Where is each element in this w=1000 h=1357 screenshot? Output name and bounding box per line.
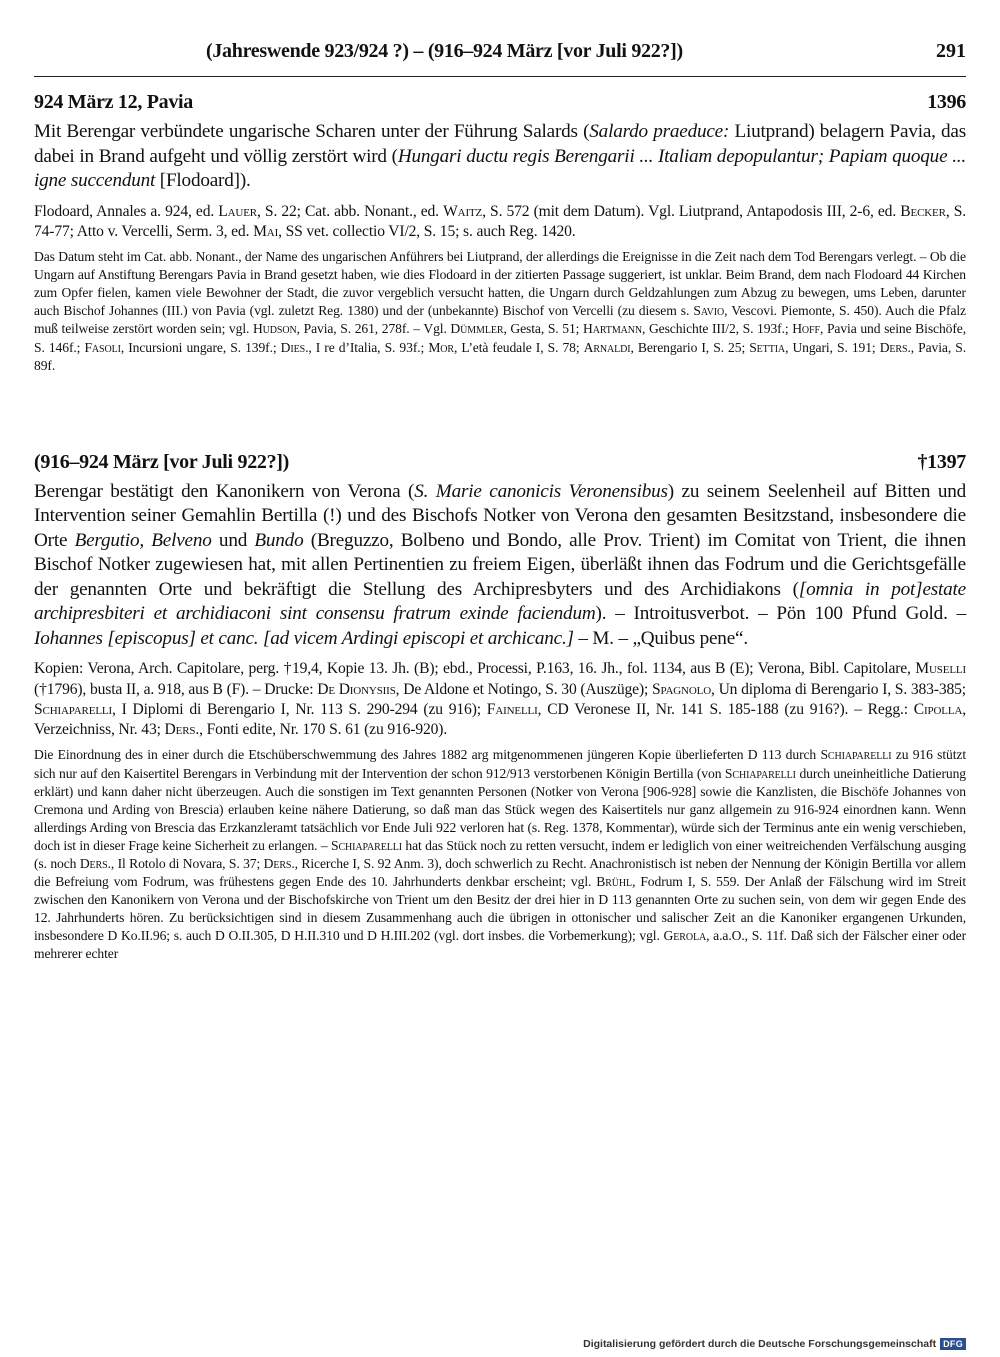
entry-commentary (34, 746, 966, 963)
smallcaps-run: Hartmann (583, 321, 642, 337)
text-run: , I Diplomi di Berengario I, Nr. 113 S. 290-294 (zu 916); (111, 700, 487, 718)
smallcaps-run: Schiaparelli (331, 837, 402, 853)
smallcaps-run: Becker (900, 202, 946, 220)
entry-date-place: (916–924 März [vor Juli 922?]) (34, 450, 290, 473)
smallcaps-run: Cipolla (913, 700, 963, 718)
smallcaps-run: Schiaparelli (724, 765, 796, 781)
smallcaps-run: Dies (280, 339, 306, 355)
text-run: hat das Stück noch zu retten versucht, indem er lediglich von einer weitreichenden Verfälschung ausging (s. noch (34, 837, 967, 871)
running-head (34, 30, 966, 77)
text-run: , Incursioni ungare, S. 139f.; (120, 339, 281, 355)
text-run: , CD Veronese II, Nr. 141 S. 185-188 (zu 916?). – Regg.: (537, 700, 914, 718)
text-run: – M. – „Quibus pene“. (573, 627, 748, 649)
smallcaps-run: Arnaldi (583, 339, 631, 355)
italic-run: Bergutio, Belveno (74, 529, 212, 551)
text-run: , Verzeichniss, Nr. 43; (34, 700, 966, 739)
text-run: (Breguzzo, Bolbeno und Bondo, alle Prov. Trient) im Comitat von Trient, die ihnen Bischof Notker zugewiesen hat, mit allen Pertinentien zu freiem Eigen, überläßt ihnen das Fodrum und die Gerichtsgefälle der genannten Orte und bekräftigt die Stellung des Archipresbyters und des Archidiakons ( (34, 529, 966, 600)
smallcaps-run: Dümmler (450, 321, 504, 337)
text-run: ., Il Rotolo di Novara, S. 37; (107, 856, 264, 871)
italic-run: S. Marie canonicis Veronensibus (414, 480, 668, 502)
footer-credit (583, 1338, 966, 1350)
italic-run: Bundo (254, 529, 304, 551)
smallcaps-run: Mor (428, 339, 454, 355)
smallcaps-run: Fasoli (84, 339, 121, 355)
entry-summary (34, 480, 966, 652)
footer-text: Digitalisierung gefördert durch die Deutsche Forschungsgemeinschaft (583, 1338, 937, 1350)
smallcaps-run: Fainelli (486, 700, 538, 718)
text-run: ). – Introitusverbot. – Pön 100 Pfund Gold. – (595, 603, 966, 625)
smallcaps-run: De Dionysiis (317, 680, 396, 698)
entry-1397 (34, 451, 966, 964)
text-run: Mit Berengar verbündete ungarische Scharen unter der Führung Salards ( (34, 121, 590, 142)
text-run: und (211, 529, 255, 551)
smallcaps-run: Hudson (252, 321, 297, 337)
smallcaps-run: Gerola (663, 928, 707, 944)
text-run: , L’età feudale I, S. 78; (454, 339, 584, 355)
smallcaps-run: Spagnolo (651, 680, 712, 698)
text-run: (†1796), busta II, a. 918, aus B (F). – Drucke: (34, 680, 318, 698)
italic-run: Iohannes [episcopus] et canc. [ad vicem Ardingi episcopi et archicanc.] (34, 627, 574, 649)
text-run: ., Ricerche I, S. 92 Anm. 3), doch schwerlich zu Recht. Anachronistisch ist neben der Nennung der Königin Bertilla vor allem die Befreiung vom Fodrum, was frühestens gegen Ende des 10. Jahrhunderts denkbar erscheint; vgl. (34, 856, 967, 890)
text-run: , De Aldone et Notingo, S. 30 (Auszüge); (395, 680, 652, 698)
smallcaps-run: Ders (79, 856, 108, 871)
entry-1396 (34, 91, 966, 375)
text-run: , Berengario I, S. 25; (630, 339, 750, 355)
text-run: ) zu seinem Seelenheil auf Bitten und Intervention seiner Gemahlin Bertilla (!) und des Bischofs Notker von Verona den gesamten Besitzstand, insbesondere die Orte (34, 480, 966, 551)
text-run: , Geschichte III/2, S. 193f.; (641, 321, 793, 337)
page-number: 291 (936, 40, 966, 62)
smallcaps-run: Hoff (792, 321, 820, 337)
smallcaps-run: Savio (693, 303, 725, 319)
text-run: , S. 74-77; Atto v. Vercelli, Serm. 3, ed. (34, 202, 966, 240)
text-run: ., Fonti edite, Nr. 170 S. 61 (zu 916-920). (195, 721, 448, 739)
running-head-title: (Jahreswende 923/924 ?) – (916–924 März [vor Juli 922?]) (206, 40, 683, 62)
smallcaps-run: Settia (749, 339, 786, 355)
smallcaps-run: Lauer (218, 202, 257, 220)
text-run: zu 916 stützt sich nur auf den Kaisertitel Berengars in Verbindung mit der Intervention der schon 912/913 verstorbenen Königin Bertilla (von (34, 747, 966, 781)
text-run: Liutprand) belagern Pavia, das dabei in Brand aufgeht und völlig zerstört wird ( (34, 121, 967, 167)
italic-run: Hungari ductu regis Berengarii ... Italiam depopulantur; Papiam quoque ... igne succendunt (34, 145, 966, 191)
entry-date-place: 924 März 12, Pavia (34, 91, 194, 113)
text-run: ., I re d’Italia, S. 93f.; (305, 339, 429, 355)
smallcaps-run: Ders (164, 721, 196, 739)
italic-run: Salardo praeduce: (589, 121, 730, 142)
smallcaps-run: Waitz (443, 202, 483, 220)
text-run: Kopien: Verona, Arch. Capitolare, perg. †19,4, Kopie 13. Jh. (B); ebd., Processi, P.163, 16. Jh., fol. 1134, aus B (E); Verona, Bibl. Capitolare, (34, 660, 916, 678)
text-run: , SS vet. collectio VI/2, S. 15; s. auch Reg. 1420. (278, 222, 576, 240)
entry-sources (34, 202, 966, 243)
text-run: , Ungari, S. 191; (785, 339, 880, 355)
text-run: , Pavia, S. 261, 278f. – Vgl. (296, 321, 451, 337)
smallcaps-run: Brühl (596, 874, 633, 890)
text-run: durch uneinheitliche Datierung erklärt) und kann daher nicht überzeugen. Auch die sonstigen im Text genannten Personen (Notker von Verona [906-928] sowie die Kanzlisten, die Bischöfe Johannes von Cremona und Arding von Brescia) erlauben keine nähere Datierung, so daß man das Stück wegen des Kaisertitels nur ganz allgemein zu 916-924 einordnen kann. Wenn allerdings Arding von Brescia das Erzkanzleramt tatsächlich vor Ende Juli 922 verloren hat (s. Reg. 1378, Kommentar), würde sich der Terminus ante ein wenig verschieben, doch ist in dieser Frage keine Sicherheit zu erlangen. – (34, 765, 966, 853)
smallcaps-run: Schiaparelli (820, 747, 892, 763)
text-run: , Vescovi. Piemonte, S. 450). Auch die Pfalz muß teilweise zerstört worden sein; vgl. (34, 303, 966, 337)
smallcaps-run: Mai (253, 222, 279, 240)
smallcaps-run: Muselli (915, 660, 966, 678)
entry-number: †1397 (917, 450, 966, 473)
text-run: , Gesta, S. 51; (503, 321, 583, 337)
text-run: ., Pavia, S. 89f. (34, 339, 967, 373)
text-run: [Flodoard]). (155, 170, 251, 191)
entry-heading (34, 91, 966, 114)
text-run: , a.a.O., S. 11f. Daß sich der Fälscher einer oder mehrerer echter (34, 928, 966, 962)
smallcaps-run: Ders (879, 339, 908, 355)
text-run: , S. 572 (mit dem Datum). Vgl. Liutprand, Antapodosis III, 2-6, ed. (482, 202, 901, 220)
page (34, 30, 966, 964)
dfg-logo-icon: DFG (940, 1338, 966, 1350)
text-run: , Pavia und seine Bischöfe, S. 146f.; (34, 321, 966, 355)
text-run: , Fodrum I, S. 559. Der Anlaß der Fälschung wird im Streit zwischen den Kanonikern von Verona und der Bischofskirche von Trient um den Besitz der drei hier in D 113 genannten Orte zu suchen sein, von dem wir gegen Ende des 12. Jahrhunderts hören. Zu berücksichtigen sind in diesem Zusammenhang auch die übrigen in ottonischer und salischer Zeit an die Kanoniker ergangenen Urkunden, insbesondere D Ko.II.96; s. auch D O.II.305, D H.II.310 und D H.III.202 (vgl. dort insbes. die Vorbemerkung); vgl. (34, 874, 966, 944)
italic-run: [omnia in pot]estate archipresbiteri et archidiaconi sint consensu fratrum exinde faciendum (34, 578, 966, 625)
entry-number: 1396 (927, 91, 966, 113)
smallcaps-run: Ders (263, 856, 292, 871)
text-run: Das Datum steht im Cat. abb. Nonant., der Name des ungarischen Anführers bei Liutprand, der allerdings die Ereignisse in die Zeit nach dem Tod Berengars verlegt. – Ob die Ungarn auf Anstiftung Berengars Pavia in Brand gesetzt haben, wie dies Flodoard in der zitierten Passage suggeriert, ist unklar. Beim Brand, dem nach Flodoard 44 Kirchen zum Opfer fielen, kamen viele Bewohner der Stadt, die zuvor vergeblich versucht hatten, die Ungarn durch Geldzahlungen zum Abzug zu bewegen, ums Leben, darunter auch Bischof Johannes (III.) von Pavia (vgl. zuletzt Reg. 1380) und der (unbekannte) Bischof von Vercelli (zu diesem s. (34, 249, 966, 319)
entry-commentary (34, 248, 966, 375)
text-run: , Un diploma di Berengario I, S. 383-385; (711, 680, 966, 698)
entry-sources (34, 659, 966, 740)
smallcaps-run: Schiaparelli (34, 700, 112, 718)
text-run: , S. 22; Cat. abb. Nonant., ed. (257, 202, 444, 220)
text-run: Flodoard, Annales a. 924, ed. (34, 202, 219, 220)
entry-heading (34, 451, 966, 474)
text-run: Die Einordnung des in einer durch die Etschüberschwemmung des Jahres 1882 arg mitgenommenen jüngeren Kopie überlieferten D 113 durch (34, 747, 821, 763)
text-run: Berengar bestätigt den Kanonikern von Verona ( (34, 480, 415, 502)
entry-summary (34, 120, 966, 194)
